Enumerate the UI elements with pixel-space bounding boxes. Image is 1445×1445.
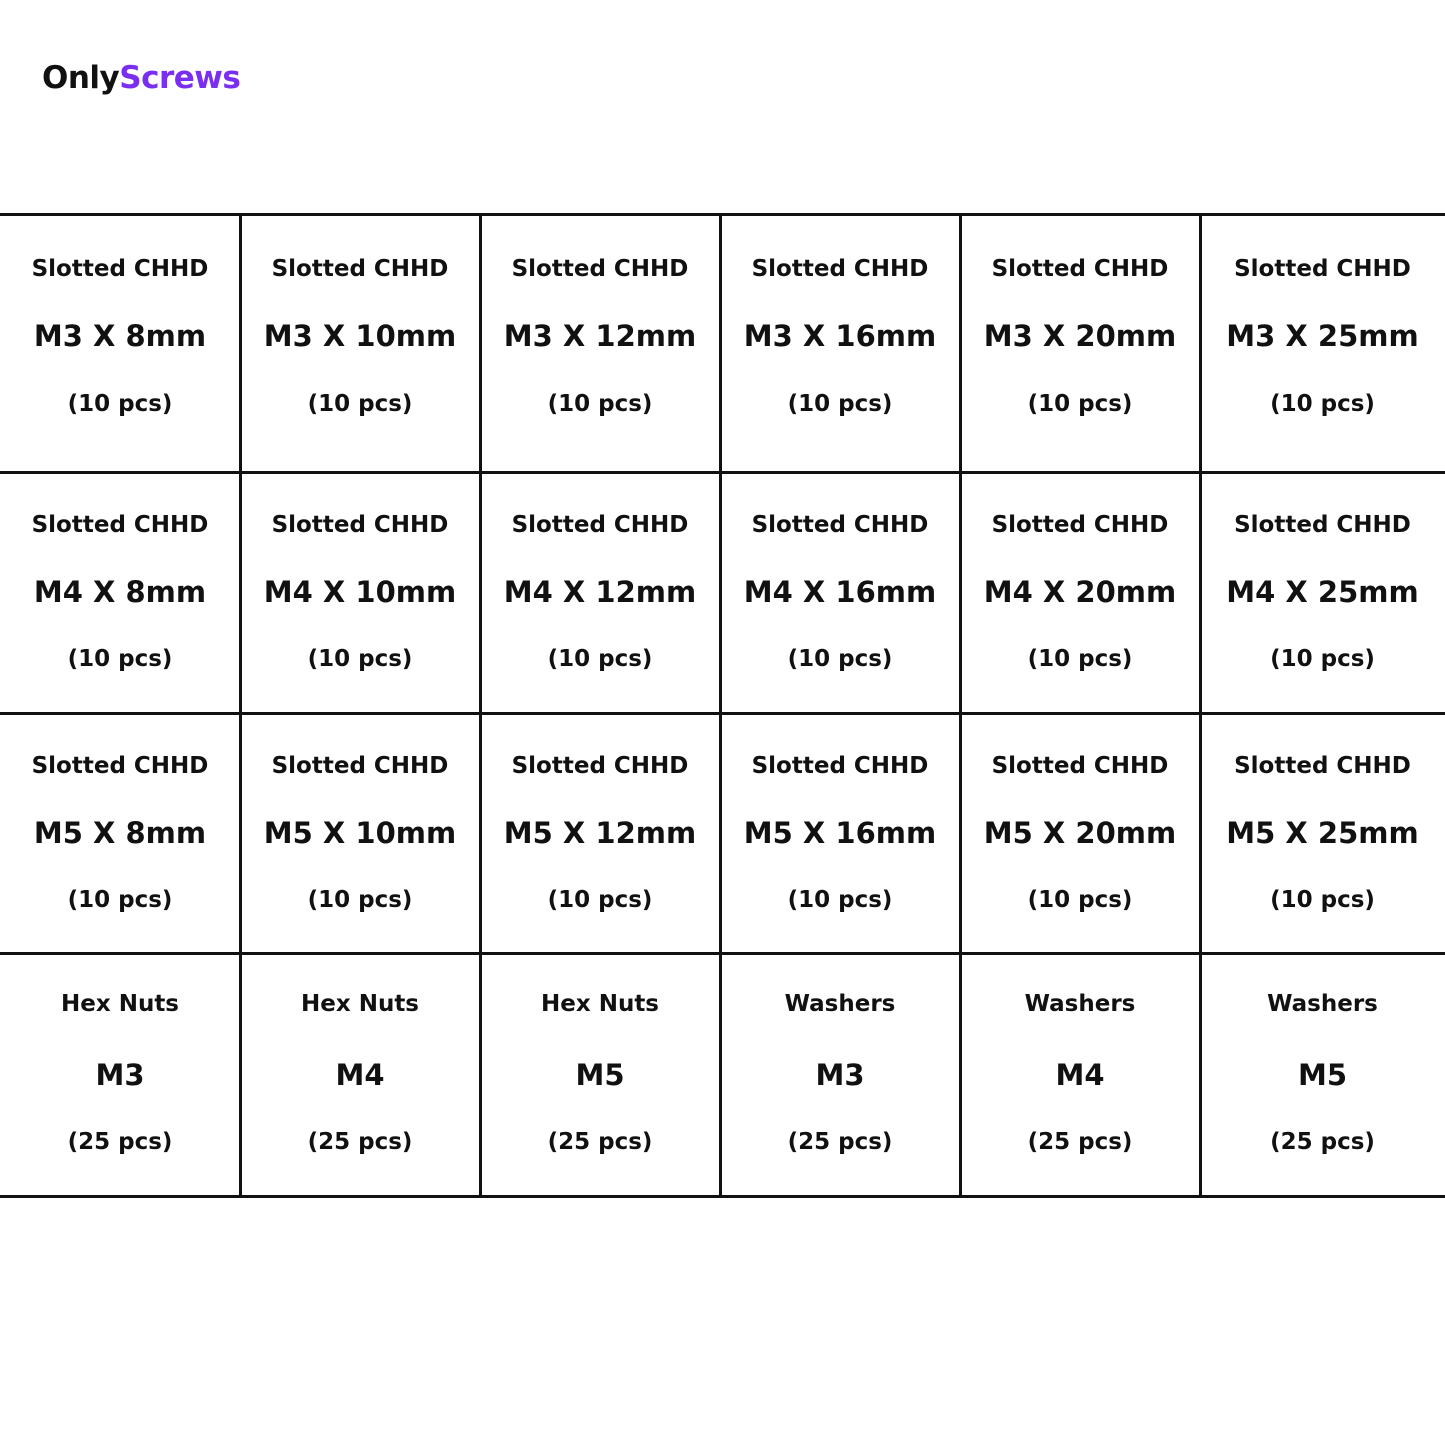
product-cell — [720, 216, 960, 472]
product-cell — [960, 472, 1200, 713]
product-quantity: (25 pcs) — [1270, 1129, 1375, 1155]
product-type: Slotted CHHD — [991, 753, 1169, 779]
product-size: M4 X 16mm — [743, 575, 937, 609]
product-quantity: (10 pcs) — [1270, 887, 1375, 913]
product-cell — [0, 953, 240, 1195]
product-type: Slotted CHHD — [271, 256, 449, 282]
product-cell — [720, 953, 960, 1195]
product-cell — [480, 472, 720, 713]
product-type: Slotted CHHD — [31, 256, 209, 282]
product-type: Slotted CHHD — [1234, 512, 1411, 538]
product-quantity: (25 pcs) — [1027, 1129, 1133, 1155]
product-type: Slotted CHHD — [31, 512, 209, 538]
product-type: Slotted CHHD — [511, 256, 689, 282]
product-quantity: (10 pcs) — [307, 887, 413, 913]
product-size: M5 X 25mm — [1226, 816, 1419, 850]
product-quantity: (10 pcs) — [67, 391, 173, 417]
product-cell — [1200, 953, 1445, 1195]
product-size: M3 X 12mm — [503, 319, 697, 353]
product-cell — [0, 713, 240, 953]
product-quantity: (10 pcs) — [307, 391, 413, 417]
product-size: M4 X 25mm — [1226, 575, 1419, 609]
product-type: Slotted CHHD — [511, 753, 689, 779]
brand-logo — [42, 56, 240, 100]
product-quantity: (10 pcs) — [787, 391, 893, 417]
product-quantity: (10 pcs) — [1027, 887, 1133, 913]
product-quantity: (25 pcs) — [787, 1129, 893, 1155]
product-size: M3 X 20mm — [983, 319, 1177, 353]
product-quantity: (10 pcs) — [787, 887, 893, 913]
brand-logo-part-b: Screws — [119, 60, 241, 96]
product-type: Slotted CHHD — [1234, 753, 1411, 779]
product-cell — [960, 713, 1200, 953]
product-cell — [480, 216, 720, 472]
product-cell — [720, 713, 960, 953]
product-size: M4 X 10mm — [263, 575, 457, 609]
product-grid — [0, 213, 1445, 1198]
product-type: Slotted CHHD — [511, 512, 689, 538]
product-quantity: (10 pcs) — [1027, 391, 1133, 417]
product-size: M4 X 8mm — [33, 575, 207, 609]
product-quantity: (10 pcs) — [787, 646, 893, 672]
product-cell — [1200, 472, 1445, 713]
product-type: Slotted CHHD — [991, 256, 1169, 282]
product-cell — [960, 953, 1200, 1195]
product-cell — [240, 472, 480, 713]
product-quantity: (10 pcs) — [67, 646, 173, 672]
product-type: Hex Nuts — [541, 991, 659, 1017]
product-size: M3 X 16mm — [743, 319, 937, 353]
product-type: Slotted CHHD — [751, 256, 929, 282]
product-type: Slotted CHHD — [1234, 256, 1411, 282]
product-size: M5 — [1297, 1058, 1348, 1092]
product-quantity: (10 pcs) — [1270, 391, 1375, 417]
product-cell — [1200, 713, 1445, 953]
product-size: M5 X 12mm — [503, 816, 697, 850]
product-type: Washers — [1024, 991, 1136, 1017]
product-type: Slotted CHHD — [751, 512, 929, 538]
product-quantity: (10 pcs) — [67, 887, 173, 913]
product-size: M5 X 16mm — [743, 816, 937, 850]
product-cell — [1200, 216, 1445, 472]
product-type: Hex Nuts — [61, 991, 179, 1017]
product-cell — [720, 472, 960, 713]
product-type: Washers — [784, 991, 896, 1017]
product-quantity: (25 pcs) — [547, 1129, 653, 1155]
product-quantity: (10 pcs) — [547, 887, 653, 913]
product-quantity: (10 pcs) — [307, 646, 413, 672]
product-quantity: (25 pcs) — [67, 1129, 173, 1155]
product-size: M3 X 10mm — [263, 319, 457, 353]
product-size: M5 X 20mm — [983, 816, 1177, 850]
product-quantity: (10 pcs) — [547, 646, 653, 672]
product-size: M3 X 8mm — [33, 319, 207, 353]
product-type: Hex Nuts — [301, 991, 419, 1017]
product-size: M5 X 10mm — [263, 816, 457, 850]
product-type: Slotted CHHD — [751, 753, 929, 779]
product-size: M4 — [1055, 1058, 1105, 1092]
brand-logo-part-a: Only — [42, 60, 120, 96]
product-size: M4 X 12mm — [503, 575, 697, 609]
product-quantity: (25 pcs) — [307, 1129, 413, 1155]
product-quantity: (10 pcs) — [547, 391, 653, 417]
product-size: M5 — [575, 1058, 625, 1092]
product-size: M3 — [815, 1058, 865, 1092]
product-type: Slotted CHHD — [991, 512, 1169, 538]
product-type: Slotted CHHD — [271, 512, 449, 538]
product-quantity: (10 pcs) — [1270, 646, 1375, 672]
product-type: Slotted CHHD — [31, 753, 209, 779]
product-cell — [480, 713, 720, 953]
product-cell — [240, 713, 480, 953]
product-cell — [480, 953, 720, 1195]
product-type: Washers — [1267, 991, 1378, 1017]
product-cell — [960, 216, 1200, 472]
product-cell — [0, 472, 240, 713]
product-size: M4 X 20mm — [983, 575, 1177, 609]
product-cell — [0, 216, 240, 472]
product-quantity: (10 pcs) — [1027, 646, 1133, 672]
product-type: Slotted CHHD — [271, 753, 449, 779]
product-size: M3 X 25mm — [1226, 319, 1419, 353]
product-size: M3 — [95, 1058, 145, 1092]
product-cell — [240, 953, 480, 1195]
product-size: M4 — [335, 1058, 385, 1092]
product-size: M5 X 8mm — [33, 816, 207, 850]
product-cell — [240, 216, 480, 472]
